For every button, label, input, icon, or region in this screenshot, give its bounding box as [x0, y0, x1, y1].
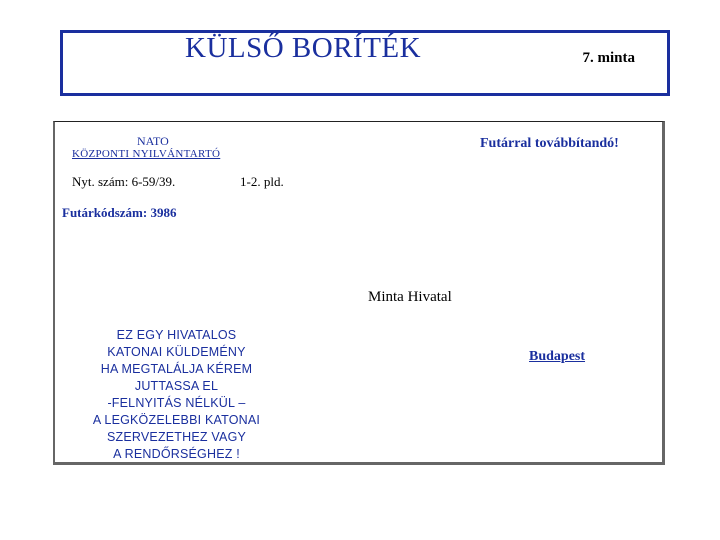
sender-org-line2: KÖZPONTI NYILVÁNTARTÓ [72, 148, 221, 160]
courier-note: Futárral továbbítandó! [480, 136, 619, 151]
sample-label: 7. minta [582, 50, 635, 66]
sender-org-line1: NATO [137, 134, 169, 148]
warning-line: HA MEGTALÁLJA KÉREM [100, 362, 253, 376]
warning-line: EZ EGY HIVATALOS [116, 328, 237, 342]
page-title: KÜLSŐ BORÍTÉK [185, 32, 422, 64]
warning-line: A RENDŐRSÉGHEZ ! [113, 447, 240, 461]
copies-label: 1-2. pld. [240, 174, 284, 189]
registry-number: Nyt. szám: 6-59/39. [72, 174, 176, 189]
warning-notice [70, 327, 283, 463]
recipient-city: Budapest [529, 349, 586, 364]
warning-line: -FELNYITÁS NÉLKÜL – [107, 396, 246, 410]
courier-code: Futárkódszám: 3986 [62, 205, 177, 220]
warning-line: SZERVEZETHEZ VAGY [106, 430, 247, 444]
warning-line: A LEGKÖZELEBBI KATONAI [92, 413, 261, 427]
warning-line: KATONAI KÜLDEMÉNY [107, 345, 246, 359]
warning-line: JUTTASSA EL [134, 379, 219, 393]
recipient-name: Minta Hivatal [368, 289, 452, 305]
